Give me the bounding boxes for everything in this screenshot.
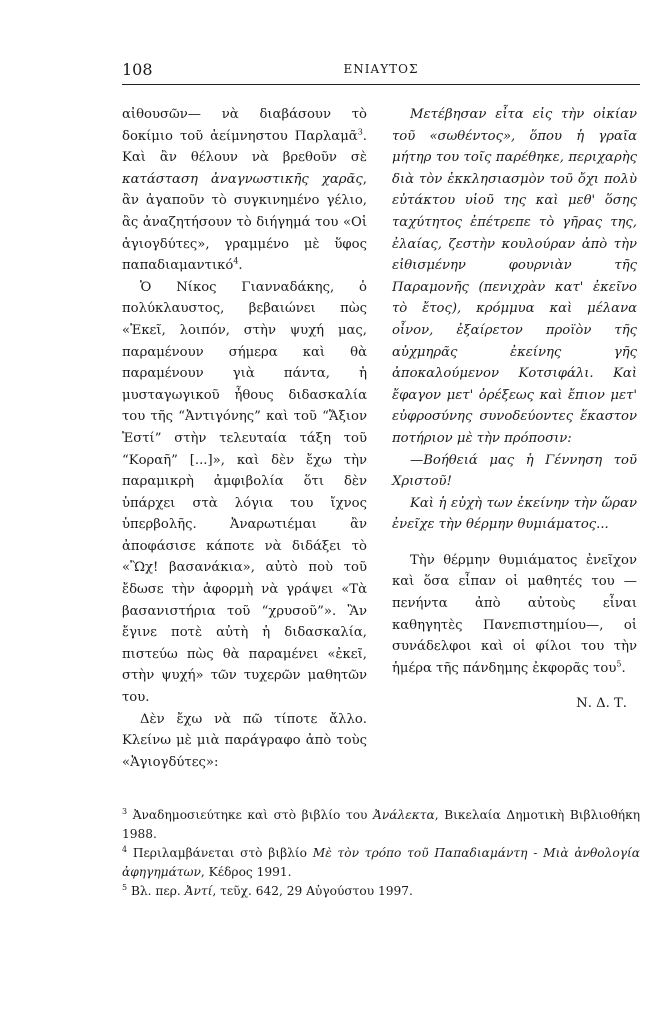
header-rule [122,84,640,85]
left-column [122,104,367,773]
footnote-4: $^4$ Περιλαμβάνεται στὸ βιβλίο Μὲ τὸν τρόπο τοῦ Παπαδιαμάντη - Μιὰ ἀνθολογία ἀφηγημάτων, Κέδρος 1991. [122,844,641,879]
footnotes [122,806,640,901]
spacer [392,536,637,550]
running-head: ΕΝΙΑΥΤΟΣ [343,62,419,76]
footnote-5: $^5$ Βλ. περ. Ἀντί, τεῦχ. 642, 29 Αὐγούστου 1997. [122,882,413,898]
paragraph-2: Ὁ Νίκος Γιανναδάκης, ὁ πολύκλαυστος, βεβαιώνει πὼς «Ἐκεῖ, λοιπόν, στὴν ψυχή μας, παραμένουν σήμερα καὶ θὰ παραμένουν γιὰ πάντα, ἡ μυσταγωγικοῦ ἦθους διδασκαλία του τῆς “Ἀντιγόνης” καὶ τοῦ “Ἄξιον Ἐστί” στὴν τελευταία τάξη τοῦ “Κοραῆ” [...]», καὶ δὲν ἔχω τὴν παραμικρὴ ἀμφιβολία ὅτι δὲν ὑπάρχει στὰ λόγια του ἴχνος ὑπερβολῆς. Ἀναρωτιέμαι ἂν ἀποφάσισε κάποτε νὰ διδάξει τὸ «Ὢχ! βασανάκια», αὐτὸ ποὺ τοῦ ἔδωσε τὴν ἀφορμὴ νὰ γράψει «Τὰ βασανιστήρια τοῦ “χρυσοῦ”». Ἂν ἔγινε ποτὲ αὐτὴ ἡ διδασκαλία, πιστεύω πὼς θὰ παραμένει «ἐκεῖ, στὴν ψυχή» τῶν τυχερῶν μαθητῶν του. [122,279,367,706]
footnote-3: $^3$ Ἀναδημοσιεύτηκε καὶ στὸ βιβλίο του Ἀνάλεκτα, Βικελαία Δημοτικὴ Βιβλιοθήκη 1988. [122,806,640,841]
footnote-ref-3: 3 [357,127,363,137]
footnote-ref-4: 4 [233,256,239,266]
paragraph-4: Τὴν θέρμην θυμιάματος ἐνεῖχον καὶ ὅσα εἶπαν οἱ μαθητές του —πενήντα ἀπὸ αὐτοὺς εἶναι καθηγητὲς Πανεπιστημίου—, οἱ συνάδελφοι καὶ οἱ φίλοι του τὴν ἡμέρα τῆς πάνδημης ἐκφορᾶς του$^5$. [392,552,637,676]
right-column [392,104,637,715]
quote-paragraph-1: Μετέβησαν εἶτα εἰς τὴν οἰκίαν τοῦ «σωθέντος», ὅπου ἡ γραῖα μήτηρ του τοῖς παρέθηκε, περιχαρὴς διὰ τὸν ἐκκλησιασμὸν τοῦ ὄχι πολὺ εὐτάκτου υἱοῦ της καὶ μεθ' ὅσης ταχύτητος ἐπέτρεπε τὸ γῆρας της, ἐλαίας, ζεστὴν κουλούραν ἀπὸ τὴν εἰθισμένην φουρνιὰν τῆς Παραμονῆς (πενιχρὰν κατ' ἐκεῖνο τὸ ἔτος), κρόμμυα καὶ μέλανα οἶνον, ἐξαίρετον προϊὸν τῆς αὐχμηρᾶς ἐκείνης γῆς ἀποκαλούμενον Κοτσιφάλι. Καὶ ἔφαγον μετ' ὀρέξεως καὶ ἔπιον μετ' εὐφροσύνης συνοδεύοντες ἕκαστον ποτήριον μὲ τὴν πρόποσιν: [392,107,637,446]
page-header [122,60,640,84]
quote-paragraph-3: Καὶ ἡ εὐχὴ των ἐκείνην τὴν ὥραν ἐνεῖχε τὴν θέρμην θυμιάματος... [392,495,637,533]
quote-paragraph-2: —Βοήθειά μας ἡ Γέννηση τοῦ Χριστοῦ! [392,452,637,490]
paragraph-3: Δὲν ἔχω νὰ πῶ τίποτε ἄλλο. Κλείνω μὲ μιὰ παράγραφο ἀπὸ τοὺς «Ἁγιογδύτες»: [122,711,367,770]
paragraph-1: αἰθουσῶν— νὰ διαβάσουν τὸ δοκίμιο τοῦ ἀείμνηστου Παρλαμᾶ$^3$. Καὶ ἂν θέλουν νὰ βρεθοῦν σὲ κατάσταση ἀναγνωστικῆς χαρᾶς, ἂν ἀγαποῦν τὸ συγκινημένο γέλιο, ἂς ἀναζητήσουν τὸ διήγημά του «Οἱ ἁγιογδύτες», γραμμένο μὲ ὕφος παπαδιαμαντικό$^4$. [122,107,367,274]
page-number: 108 [122,60,153,79]
signature: Ν. Δ. Τ. [576,696,627,712]
footnote-ref-5: 5 [616,659,622,669]
